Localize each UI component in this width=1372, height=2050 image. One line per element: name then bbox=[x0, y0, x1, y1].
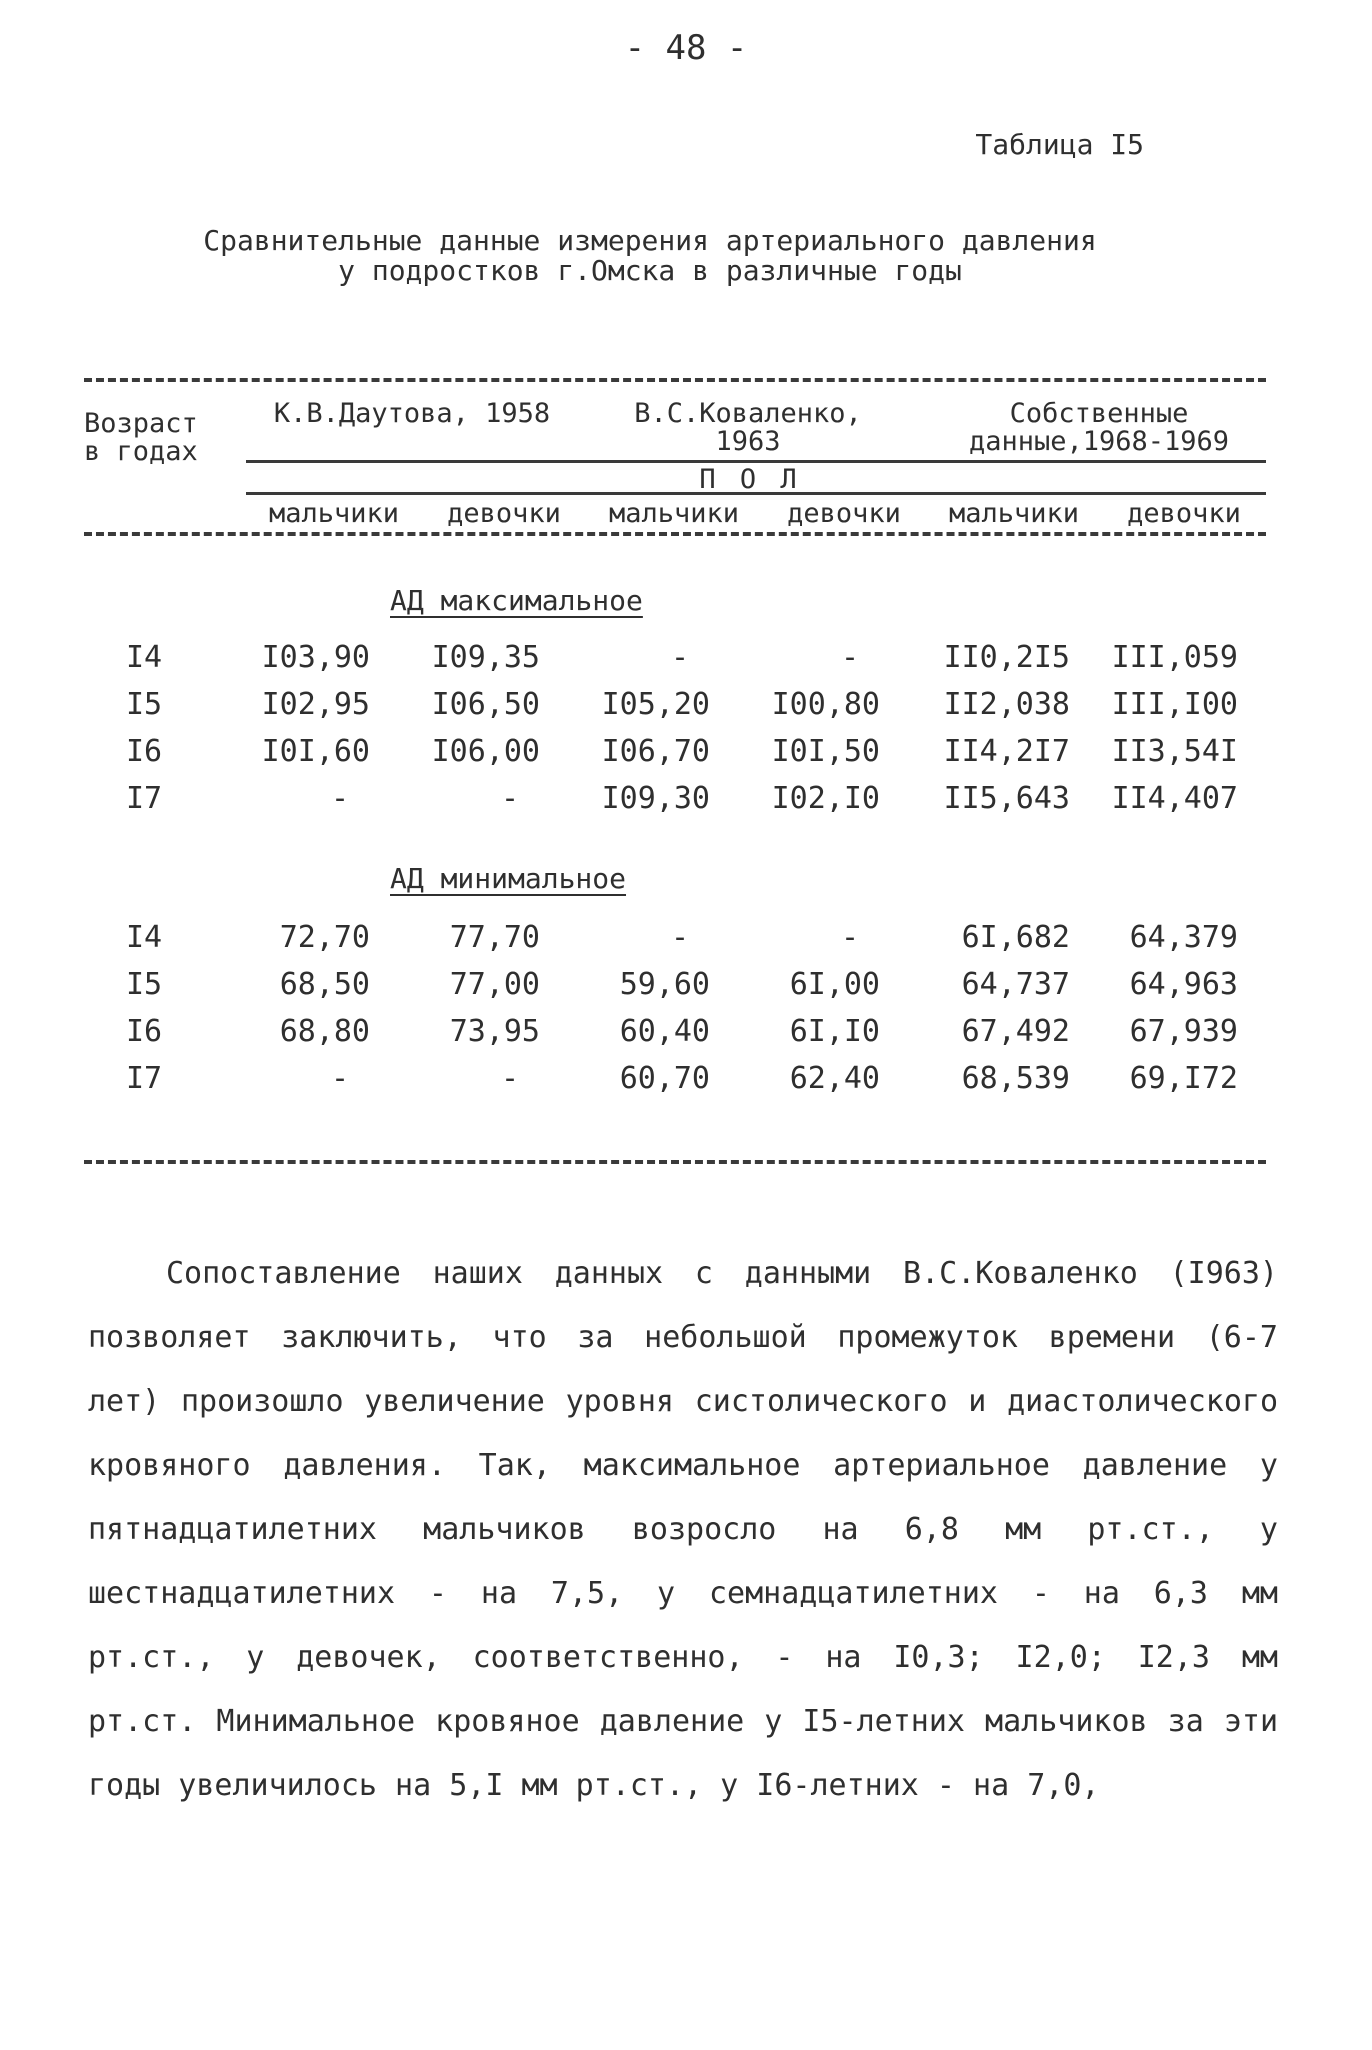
table-cell: 64,963 bbox=[1129, 967, 1238, 1002]
header-top-rule bbox=[84, 378, 1266, 382]
header-boys-2: мальчики bbox=[608, 498, 740, 529]
table-cell: I00,80 bbox=[771, 687, 880, 722]
table-cell: - bbox=[840, 640, 860, 675]
header-bottom-rule bbox=[84, 532, 1266, 536]
row-age: I4 bbox=[126, 920, 163, 955]
table-cell: I06,00 bbox=[431, 734, 540, 769]
header-col-kovalenko: В.С.Коваленко, 1963 bbox=[634, 398, 862, 457]
table-cell: 62,40 bbox=[789, 1061, 880, 1096]
table-cell: - bbox=[500, 1061, 520, 1096]
table-cell: - bbox=[330, 1061, 350, 1096]
row-age: I7 bbox=[126, 1061, 163, 1096]
header-age-label: Возраст в годах bbox=[84, 408, 198, 467]
row-age: I4 bbox=[126, 640, 163, 675]
header-girls-1: девочки bbox=[447, 498, 561, 529]
row-age: I6 bbox=[126, 734, 163, 769]
table-cell: I09,35 bbox=[431, 640, 540, 675]
table-cell: 67,939 bbox=[1129, 1014, 1238, 1049]
table-cell: 77,00 bbox=[449, 967, 540, 1002]
section-title-max: АД максимальное bbox=[390, 584, 643, 617]
table-cell: II0,2I5 bbox=[943, 640, 1070, 675]
table-cell: II2,038 bbox=[943, 687, 1070, 722]
table-cell: 64,379 bbox=[1129, 920, 1238, 955]
table-cell: I03,90 bbox=[261, 640, 370, 675]
header-col-dautova: К.В.Даутова, 1958 bbox=[273, 398, 551, 429]
table-cell: 73,95 bbox=[449, 1014, 540, 1049]
table-cell: I02,95 bbox=[261, 687, 370, 722]
table-cell: - bbox=[330, 781, 350, 816]
table-cell: 68,50 bbox=[279, 967, 370, 1002]
table-cell: 68,80 bbox=[279, 1014, 370, 1049]
table-caption: Сравнительные данные измерения артериального давления у подростков г.Омска в различные годы bbox=[203, 224, 1097, 287]
table-cell: 69,I72 bbox=[1129, 1061, 1238, 1096]
table-cell: 72,70 bbox=[279, 920, 370, 955]
table-cell: II5,643 bbox=[943, 781, 1070, 816]
table-cell: I06,50 bbox=[431, 687, 540, 722]
table-cell: I06,70 bbox=[601, 734, 710, 769]
table-cell: 67,492 bbox=[961, 1014, 1070, 1049]
table-cell: I02,I0 bbox=[771, 781, 880, 816]
section-title-min: АД минимальное bbox=[390, 862, 627, 895]
page-number: - 48 - bbox=[624, 28, 748, 68]
table-cell: I09,30 bbox=[601, 781, 710, 816]
table-cell: II4,407 bbox=[1111, 781, 1238, 816]
row-age: I5 bbox=[126, 967, 163, 1002]
table-cell: - bbox=[840, 920, 860, 955]
table-cell: I0I,50 bbox=[771, 734, 880, 769]
header-year-rule bbox=[246, 460, 1266, 463]
header-col-own: Собственные данные,1968-1969 bbox=[968, 398, 1230, 457]
table-cell: I05,20 bbox=[601, 687, 710, 722]
table-cell: II4,2I7 bbox=[943, 734, 1070, 769]
table-cell: - bbox=[500, 781, 520, 816]
table-cell: III,I00 bbox=[1111, 687, 1238, 722]
row-age: I5 bbox=[126, 687, 163, 722]
table-cell: I0I,60 bbox=[261, 734, 370, 769]
table-bottom-rule bbox=[84, 1160, 1266, 1164]
header-boys-3: мальчики bbox=[948, 498, 1080, 529]
table-cell: 6I,I0 bbox=[789, 1014, 880, 1049]
row-age: I7 bbox=[126, 781, 163, 816]
table-cell: III,059 bbox=[1111, 640, 1238, 675]
table-label: Таблица I5 bbox=[975, 128, 1144, 161]
table-cell: 6I,682 bbox=[961, 920, 1070, 955]
table-cell: - bbox=[670, 920, 690, 955]
header-girls-2: девочки bbox=[787, 498, 901, 529]
table-cell: 77,70 bbox=[449, 920, 540, 955]
header-boys-1: мальчики bbox=[268, 498, 400, 529]
row-age: I6 bbox=[126, 1014, 163, 1049]
table-cell: - bbox=[670, 640, 690, 675]
table-cell: 60,40 bbox=[619, 1014, 710, 1049]
body-paragraph bbox=[88, 1242, 1278, 1818]
table-cell: 6I,00 bbox=[789, 967, 880, 1002]
table-cell: 64,737 bbox=[961, 967, 1070, 1002]
table-cell: 68,539 bbox=[961, 1061, 1070, 1096]
header-sex-label: П О Л bbox=[699, 464, 801, 495]
paragraph-text: Сопоставление наших данных с данными В.С.Коваленко (I963) позволяет заключить, что за небольшой промежуток времени (6-7 лет) произошло увеличение уровня систолического и диастолического кровяного давления. Так, максимальное артериальное давление у пятнадцатилетних мальчиков возросло на 6,8 мм рт.ст., у шестнадцатилетних - на 7,5, у семнадцатилетних - на 6,3 мм рт.ст., у девочек, соответственно, - на I0,3; I2,0; I2,3 мм рт.ст. Минимальное кровяное давление у I5-летних мальчиков за эти годы увеличилось на 5,I мм рт.ст., у I6-летних - на 7,0, bbox=[88, 1256, 1278, 1803]
header-girls-3: девочки bbox=[1127, 498, 1241, 529]
table-cell: 59,60 bbox=[619, 967, 710, 1002]
table-cell: 60,70 bbox=[619, 1061, 710, 1096]
table-cell: II3,54I bbox=[1111, 734, 1238, 769]
